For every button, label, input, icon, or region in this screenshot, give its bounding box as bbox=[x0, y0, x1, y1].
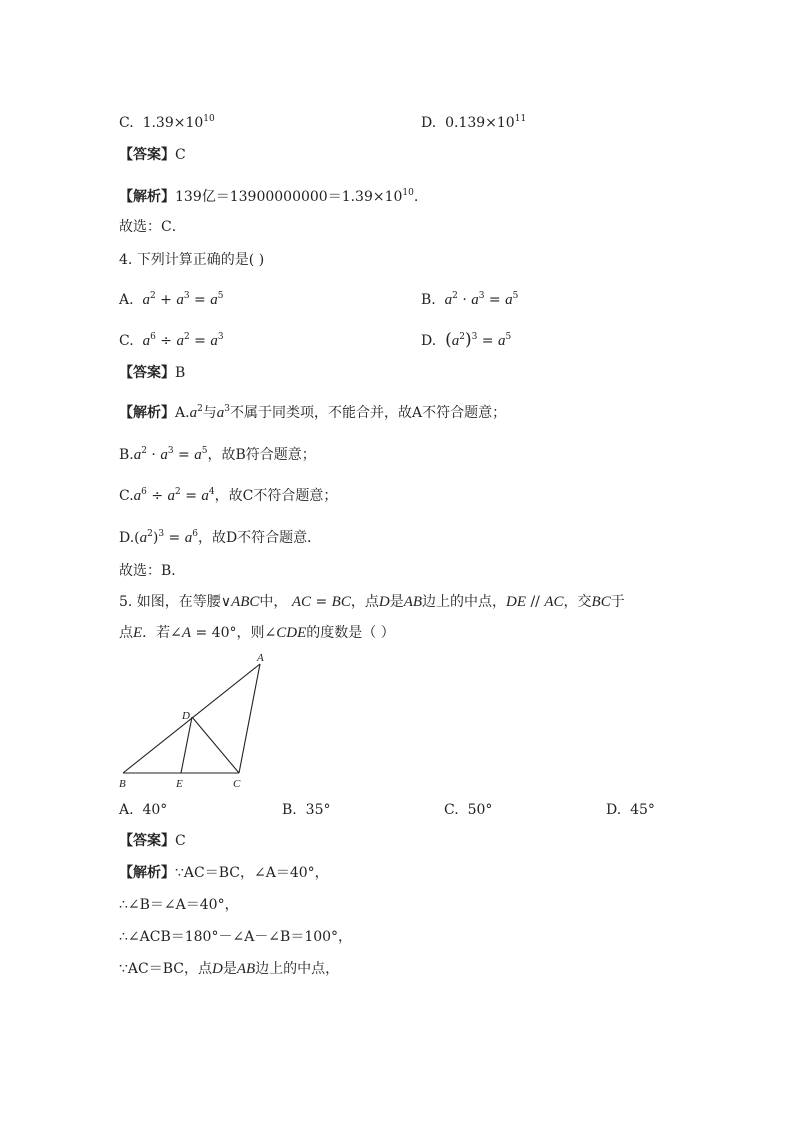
q5-analysis-step1 bbox=[119, 864, 329, 882]
option-value: 1.39×10 bbox=[142, 115, 204, 131]
option-value: 45° bbox=[630, 802, 655, 818]
analysis-text: ∵AC＝BC，∠A＝40°， bbox=[175, 865, 329, 881]
analysis-text: 边上的中点， bbox=[255, 961, 340, 977]
analysis-text: 不属于同类项，不能合并，故A不符合题意； bbox=[230, 405, 507, 421]
option-label: A. bbox=[119, 802, 134, 818]
answer-tag: 【答案】 bbox=[119, 365, 175, 381]
label-b: B bbox=[119, 778, 126, 790]
q3-analysis bbox=[119, 184, 418, 206]
answer-tag: 【答案】 bbox=[119, 833, 175, 849]
q4-option-c: C. $a^6 \div a^2 = a^3$ bbox=[119, 332, 224, 349]
option-label: C. bbox=[444, 802, 459, 818]
question-text: 点 bbox=[119, 625, 133, 641]
analysis-text: ，故C不符合题意； bbox=[214, 488, 338, 504]
option-label: A. bbox=[119, 292, 134, 308]
option-label: D. bbox=[606, 802, 622, 818]
q5-option-a bbox=[119, 801, 167, 819]
question-text: 于 bbox=[610, 594, 625, 610]
q5-option-b bbox=[282, 801, 330, 819]
q5-analysis-step2: ∴∠B＝∠A＝40°， bbox=[119, 897, 239, 913]
q4-analysis-d: $D.(a^2)^3 = a^6$，故D不符合题意． bbox=[119, 529, 322, 546]
q4-option-d: D. $(a^2)^3 = a^5$ bbox=[421, 330, 512, 350]
question-text: 5. 如图，在等腰 bbox=[119, 594, 221, 610]
answer-value: C bbox=[175, 833, 186, 849]
option-value: 40° bbox=[142, 802, 168, 818]
q4-analysis-a: 【解析】$A.a^2$与$a^3$不属于同类项，不能合并，故A不符合题意； bbox=[119, 404, 507, 421]
q3-answer bbox=[119, 146, 186, 164]
question-text: 边上的中点， bbox=[422, 594, 507, 610]
analysis-text: ，故B符合题意； bbox=[207, 447, 316, 463]
option-value: 35° bbox=[305, 802, 331, 818]
segment-ac bbox=[239, 664, 260, 773]
q4-analysis-b: $B.a^2 \cdot a^3 = a^5$，故B符合题意； bbox=[119, 446, 316, 463]
segment-dc bbox=[192, 717, 239, 773]
exponent: 10 bbox=[402, 188, 414, 198]
label-a: A bbox=[257, 652, 264, 664]
question-text: 的度数是（ ） bbox=[306, 625, 395, 641]
q3-option-c bbox=[119, 110, 215, 132]
analysis-mid: 与 bbox=[202, 405, 217, 421]
label-e: E bbox=[176, 778, 183, 790]
q5-analysis-step3: ∴∠ACB＝180°－∠A－∠B＝100°， bbox=[119, 929, 353, 945]
analysis-text: AB bbox=[236, 961, 256, 977]
option-label: C. bbox=[119, 115, 134, 131]
q5-analysis-step4 bbox=[119, 960, 339, 978]
q5-answer bbox=[119, 832, 186, 850]
q5-question-line1: 5. 如图，在等腰∨ABC中， AC = BC，点D是AB边上的中点，DE // AC，交BC于 bbox=[119, 594, 625, 610]
q4-option-a: A. $a^2 + a^3 = a^5$ bbox=[119, 291, 224, 308]
q4-question: 4. 下列计算正确的是( ) bbox=[119, 252, 265, 268]
triangle-figure bbox=[115, 650, 285, 795]
q3-conclusion: 故选：C． bbox=[119, 219, 186, 235]
option-label: D. bbox=[421, 333, 437, 349]
analysis-text: ∵AC＝BC，点 bbox=[119, 961, 212, 977]
exponent: 11 bbox=[514, 114, 527, 124]
answer-value: C bbox=[175, 147, 186, 163]
label-c: C bbox=[233, 778, 241, 790]
q5-option-c bbox=[444, 801, 492, 819]
analysis-end: . bbox=[413, 189, 419, 205]
q5-question-line2: 点E．若∠A = 40°，则∠CDE的度数是（ ） bbox=[119, 625, 395, 641]
analysis-tag: 【解析】 bbox=[119, 865, 175, 881]
question-text: ，交 bbox=[563, 594, 592, 610]
label-d: D bbox=[182, 710, 190, 722]
option-value: 0.139×10 bbox=[445, 115, 515, 131]
question-text: 是 bbox=[389, 594, 404, 610]
analysis-text: 139亿＝13900000000＝1.39×10 bbox=[175, 189, 403, 205]
option-value: 50° bbox=[467, 802, 493, 818]
answer-tag: 【答案】 bbox=[119, 147, 175, 163]
option-label: B. bbox=[282, 802, 297, 818]
q4-answer bbox=[119, 364, 185, 382]
q3-option-d bbox=[421, 110, 526, 132]
q4-conclusion: 故选：B． bbox=[119, 563, 186, 579]
analysis-text: ，故D不符合题意． bbox=[197, 530, 322, 546]
question-text: ，则 bbox=[236, 625, 265, 641]
analysis-text: D bbox=[212, 961, 223, 977]
option-label: D. bbox=[421, 115, 437, 131]
q4-option-b: B. $a^2 \cdot a^3 = a^5$ bbox=[421, 291, 519, 308]
analysis-tag: 【解析】 bbox=[119, 189, 175, 205]
question-text: 中， bbox=[259, 594, 288, 610]
answer-value: B bbox=[175, 365, 186, 381]
analysis-text: 是 bbox=[222, 961, 237, 977]
option-label: C. bbox=[119, 333, 134, 349]
question-text: ．若 bbox=[142, 625, 171, 641]
q5-option-d bbox=[606, 801, 655, 819]
question-text: ，点 bbox=[350, 594, 379, 610]
q4-analysis-c: $C.a^6 \div a^2 = a^4$，故C不符合题意； bbox=[119, 487, 338, 504]
analysis-tag: 【解析】 bbox=[119, 405, 175, 421]
option-label: B. bbox=[421, 292, 436, 308]
exponent: 10 bbox=[203, 114, 215, 124]
